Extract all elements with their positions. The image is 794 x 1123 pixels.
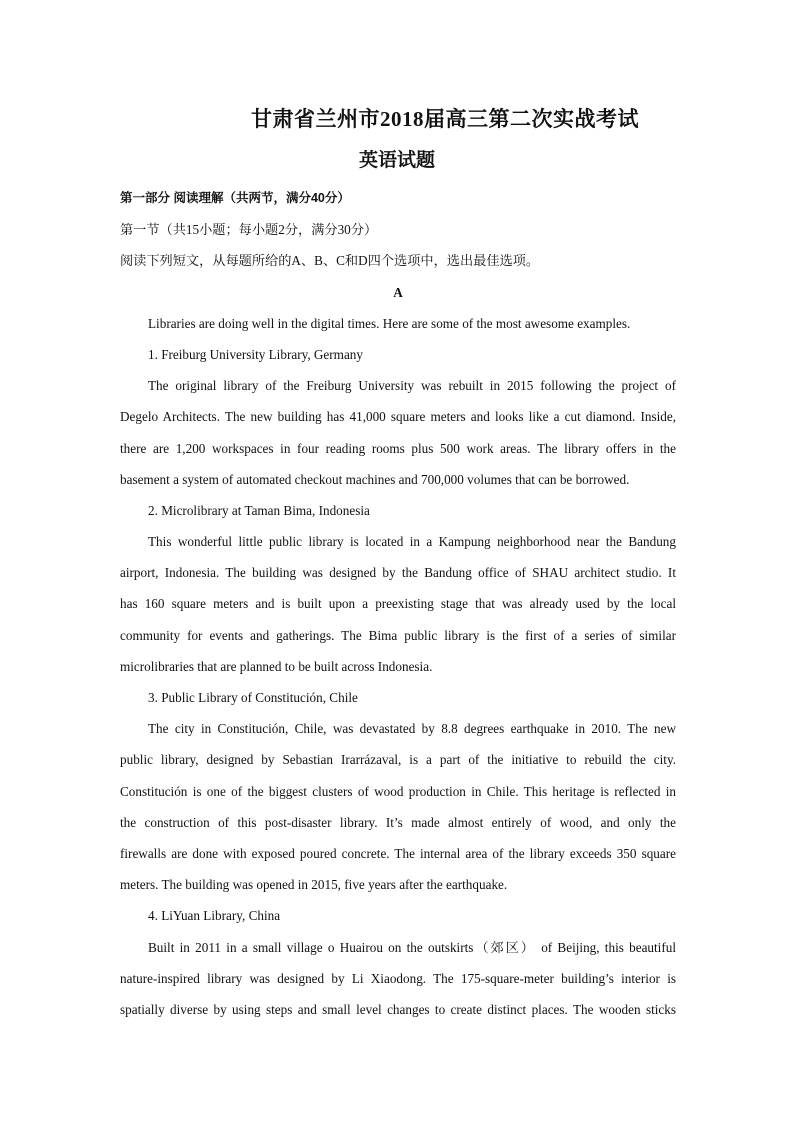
- paragraph-line: public library, designed by Sebastian Irarrázaval, is a part of the initiative to rebuild the city.: [120, 752, 676, 768]
- paragraph-line: microlibraries that are planned to be built across Indonesia.: [120, 658, 433, 674]
- section-heading: 第一节（共15小题；每小题2分，满分30分）: [120, 222, 378, 238]
- passage-label: A: [393, 284, 403, 300]
- item-heading-liyuan: 4. LiYuan Library, China: [148, 908, 281, 924]
- paragraph-line: meters. The building was opened in 2015, five years after the earthquake.: [120, 877, 508, 893]
- paragraph-line: The original library of the Freiburg University was rebuilt in 2015 following the project of: [148, 378, 676, 394]
- instruction-text: 阅读下列短文，从每题所给的A、B、C和D四个选项中，选出最佳选项。: [120, 253, 540, 269]
- paragraph-line: community for events and gatherings. The Bima public library is the first of a series of similar: [120, 627, 676, 643]
- paragraph-line: airport, Indonesia. The building was designed by the Bandung office of SHAU architect studio. It: [120, 565, 676, 581]
- paragraph-line: basement a system of automated checkout machines and 700,000 volumes that can be borrowed.: [120, 471, 630, 487]
- paragraph-line: This wonderful little public library is located in a Kampung neighborhood near the Bandung: [148, 534, 676, 550]
- paragraph-line: nature-inspired library was designed by Li Xiaodong. The 175-square-meter building’s interior is: [120, 970, 676, 986]
- item-heading-constitucion: 3. Public Library of Constitución, Chile: [148, 690, 358, 705]
- paragraph-line: spatially diverse by using steps and small level changes to create distinct places. The wooden sticks: [120, 1001, 676, 1017]
- paragraph-line: firewalls are done with exposed poured concrete. The internal area of the library exceeds 350 square: [120, 845, 676, 861]
- paragraph-line: the construction of this post-disaster library. It’s made almost entirely of wood, and only the: [120, 814, 676, 830]
- item-heading-microlibrary: 2. Microlibrary at Taman Bima, Indonesia: [148, 502, 370, 518]
- paragraph-line: Built in 2011 in a small village o Huairou on the outskirts（郊区） of Beijing, this beautiful: [148, 939, 676, 955]
- passage-intro: Libraries are doing well in the digital times. Here are some of the most awesome examples.: [148, 315, 631, 331]
- paragraph-line: The city in Constitución, Chile, was devastated by 8.8 degrees earthquake in 2010. The new: [148, 721, 676, 737]
- exam-subtitle: 英语试题: [358, 150, 435, 171]
- exam-title: 甘肃省兰州市2018届高三第二次实战考试: [251, 107, 639, 131]
- paragraph-line: has 160 square meters and is built upon a preexisting stage that was already used by the local: [120, 596, 676, 612]
- exam-body: [120, 183, 676, 1025]
- part-heading: 第一部分 阅读理解（共两节，满分40分）: [120, 191, 350, 205]
- paragraph-line: there are 1,200 workspaces in four reading rooms plus 500 work areas. The library offers in the: [120, 440, 676, 456]
- item-heading-freiburg: 1. Freiburg University Library, Germany: [148, 346, 363, 362]
- paragraph-line: Constitución is one of the biggest clusters of wood production in Chile. This heritage is reflected in: [120, 783, 676, 799]
- paragraph-line: Degelo Architects. The new building has 41,000 square meters and looks like a cut diamond. Inside,: [120, 409, 676, 425]
